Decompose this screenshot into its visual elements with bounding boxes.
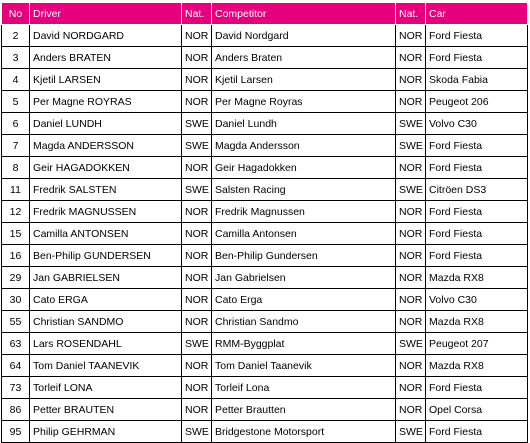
cell-no: 3 xyxy=(2,47,30,69)
cell-driver-nationality: SWE xyxy=(182,421,212,443)
cell-competitor-nationality: NOR xyxy=(396,355,426,377)
cell-driver: Anders BRATEN xyxy=(30,47,182,69)
cell-competitor-nationality: NOR xyxy=(396,311,426,333)
cell-car: Ford Fiesta xyxy=(426,47,528,69)
cell-driver: Fredrik MAGNUSSEN xyxy=(30,201,182,223)
header-row xyxy=(2,3,528,25)
cell-no: 95 xyxy=(2,421,30,443)
cell-driver-nationality: NOR xyxy=(182,91,212,113)
cell-competitor: Jan Gabrielsen xyxy=(212,267,396,289)
cell-competitor: Christian Sandmo xyxy=(212,311,396,333)
cell-competitor-nationality: NOR xyxy=(396,289,426,311)
cell-driver: Jan GABRIELSEN xyxy=(30,267,182,289)
cell-driver: Per Magne ROYRAS xyxy=(30,91,182,113)
cell-no: 30 xyxy=(2,289,30,311)
cell-competitor-nationality: SWE xyxy=(396,421,426,443)
cell-competitor-nationality: NOR xyxy=(396,157,426,179)
header-no: No xyxy=(2,3,30,25)
table-row xyxy=(2,113,528,135)
cell-competitor: David Nordgard xyxy=(212,25,396,47)
cell-car: Mazda RX8 xyxy=(426,267,528,289)
cell-competitor-nationality: NOR xyxy=(396,91,426,113)
cell-competitor: Tom Daniel Taanevik xyxy=(212,355,396,377)
cell-competitor-nationality: NOR xyxy=(396,223,426,245)
cell-driver: Torleif LONA xyxy=(30,377,182,399)
cell-competitor: Per Magne Royras xyxy=(212,91,396,113)
cell-competitor-nationality: NOR xyxy=(396,47,426,69)
cell-driver-nationality: SWE xyxy=(182,333,212,355)
cell-car: Ford Fiesta xyxy=(426,135,528,157)
cell-car: Ford Fiesta xyxy=(426,421,528,443)
cell-car: Peugeot 206 xyxy=(426,91,528,113)
cell-car: Ford Fiesta xyxy=(426,245,528,267)
cell-driver: Kjetil LARSEN xyxy=(30,69,182,91)
cell-competitor: Kjetil Larsen xyxy=(212,69,396,91)
cell-competitor-nationality: SWE xyxy=(396,333,426,355)
cell-car: Ford Fiesta xyxy=(426,157,528,179)
cell-competitor-nationality: NOR xyxy=(396,399,426,421)
cell-driver-nationality: SWE xyxy=(182,113,212,135)
cell-competitor-nationality: NOR xyxy=(396,201,426,223)
table-row xyxy=(2,289,528,311)
cell-competitor-nationality: SWE xyxy=(396,135,426,157)
cell-driver-nationality: NOR xyxy=(182,311,212,333)
cell-competitor: Magda Andersson xyxy=(212,135,396,157)
cell-competitor: Salsten Racing xyxy=(212,179,396,201)
cell-driver: Cato ERGA xyxy=(30,289,182,311)
cell-competitor: Camilla Antonsen xyxy=(212,223,396,245)
cell-competitor-nationality: NOR xyxy=(396,377,426,399)
cell-competitor-nationality: SWE xyxy=(396,179,426,201)
cell-car: Ford Fiesta xyxy=(426,25,528,47)
cell-no: 2 xyxy=(2,25,30,47)
cell-competitor-nationality: NOR xyxy=(396,69,426,91)
table-row xyxy=(2,91,528,113)
cell-driver: Philip GEHRMAN xyxy=(30,421,182,443)
cell-competitor-nationality: NOR xyxy=(396,267,426,289)
cell-no: 55 xyxy=(2,311,30,333)
cell-competitor: Torleif Lona xyxy=(212,377,396,399)
cell-car: Skoda Fabia xyxy=(426,69,528,91)
cell-driver-nationality: SWE xyxy=(182,135,212,157)
cell-no: 5 xyxy=(2,91,30,113)
cell-driver-nationality: NOR xyxy=(182,355,212,377)
cell-driver-nationality: NOR xyxy=(182,69,212,91)
cell-car: Ford Fiesta xyxy=(426,377,528,399)
cell-competitor: Geir Hagadokken xyxy=(212,157,396,179)
table-row xyxy=(2,179,528,201)
cell-competitor: Fredrik Magnussen xyxy=(212,201,396,223)
cell-driver-nationality: NOR xyxy=(182,289,212,311)
cell-driver-nationality: NOR xyxy=(182,245,212,267)
entry-list-table xyxy=(1,2,528,443)
table-row xyxy=(2,135,528,157)
table-row xyxy=(2,333,528,355)
cell-no: 11 xyxy=(2,179,30,201)
cell-driver: Petter BRAUTEN xyxy=(30,399,182,421)
cell-no: 29 xyxy=(2,267,30,289)
header-competitor-nationality: Nat. xyxy=(396,3,426,25)
table-row xyxy=(2,377,528,399)
table-row xyxy=(2,47,528,69)
cell-driver: Ben-Philip GUNDERSEN xyxy=(30,245,182,267)
cell-driver-nationality: NOR xyxy=(182,201,212,223)
cell-competitor-nationality: NOR xyxy=(396,245,426,267)
cell-competitor: Cato Erga xyxy=(212,289,396,311)
cell-car: Mazda RX8 xyxy=(426,355,528,377)
table-row xyxy=(2,245,528,267)
cell-driver: Fredrik SALSTEN xyxy=(30,179,182,201)
cell-competitor: Petter Brautten xyxy=(212,399,396,421)
cell-car: Mazda RX8 xyxy=(426,311,528,333)
cell-no: 64 xyxy=(2,355,30,377)
cell-competitor: RMM-Byggplat xyxy=(212,333,396,355)
table-body xyxy=(2,25,528,443)
cell-driver-nationality: NOR xyxy=(182,223,212,245)
cell-driver-nationality: NOR xyxy=(182,157,212,179)
cell-no: 6 xyxy=(2,113,30,135)
table-row xyxy=(2,355,528,377)
cell-no: 12 xyxy=(2,201,30,223)
table-row xyxy=(2,25,528,47)
cell-car: Ford Fiesta xyxy=(426,201,528,223)
cell-driver-nationality: NOR xyxy=(182,267,212,289)
cell-driver: Lars ROSENDAHL xyxy=(30,333,182,355)
cell-competitor: Bridgestone Motorsport xyxy=(212,421,396,443)
table-row xyxy=(2,223,528,245)
cell-competitor: Anders Braten xyxy=(212,47,396,69)
table-row xyxy=(2,311,528,333)
cell-competitor: Ben-Philip Gundersen xyxy=(212,245,396,267)
cell-driver-nationality: NOR xyxy=(182,377,212,399)
header-car: Car xyxy=(426,3,528,25)
cell-car: Opel Corsa xyxy=(426,399,528,421)
cell-no: 8 xyxy=(2,157,30,179)
cell-no: 4 xyxy=(2,69,30,91)
cell-no: 16 xyxy=(2,245,30,267)
table-header xyxy=(2,3,528,25)
cell-car: Ford Fiesta xyxy=(426,223,528,245)
cell-car: Volvo C30 xyxy=(426,113,528,135)
cell-driver-nationality: SWE xyxy=(182,179,212,201)
cell-driver: Tom Daniel TAANEVIK xyxy=(30,355,182,377)
cell-driver: Camilla ANTONSEN xyxy=(30,223,182,245)
header-driver-nationality: Nat. xyxy=(182,3,212,25)
cell-no: 86 xyxy=(2,399,30,421)
cell-driver-nationality: NOR xyxy=(182,25,212,47)
cell-competitor-nationality: SWE xyxy=(396,113,426,135)
table-row xyxy=(2,421,528,443)
cell-car: Volvo C30 xyxy=(426,289,528,311)
cell-no: 73 xyxy=(2,377,30,399)
cell-no: 7 xyxy=(2,135,30,157)
cell-competitor-nationality: NOR xyxy=(396,25,426,47)
cell-driver: Geir HAGADOKKEN xyxy=(30,157,182,179)
cell-driver-nationality: NOR xyxy=(182,47,212,69)
cell-driver-nationality: NOR xyxy=(182,399,212,421)
table-row xyxy=(2,399,528,421)
cell-driver: Daniel LUNDH xyxy=(30,113,182,135)
cell-car: Citröen DS3 xyxy=(426,179,528,201)
table-row xyxy=(2,201,528,223)
table-row xyxy=(2,157,528,179)
cell-no: 63 xyxy=(2,333,30,355)
table-row xyxy=(2,69,528,91)
cell-no: 15 xyxy=(2,223,30,245)
cell-car: Peugeot 207 xyxy=(426,333,528,355)
cell-competitor: Daniel Lundh xyxy=(212,113,396,135)
header-driver: Driver xyxy=(30,3,182,25)
table-row xyxy=(2,267,528,289)
cell-driver: Christian SANDMO xyxy=(30,311,182,333)
cell-driver: David NORDGARD xyxy=(30,25,182,47)
header-competitor: Competitor xyxy=(212,3,396,25)
cell-driver: Magda ANDERSSON xyxy=(30,135,182,157)
